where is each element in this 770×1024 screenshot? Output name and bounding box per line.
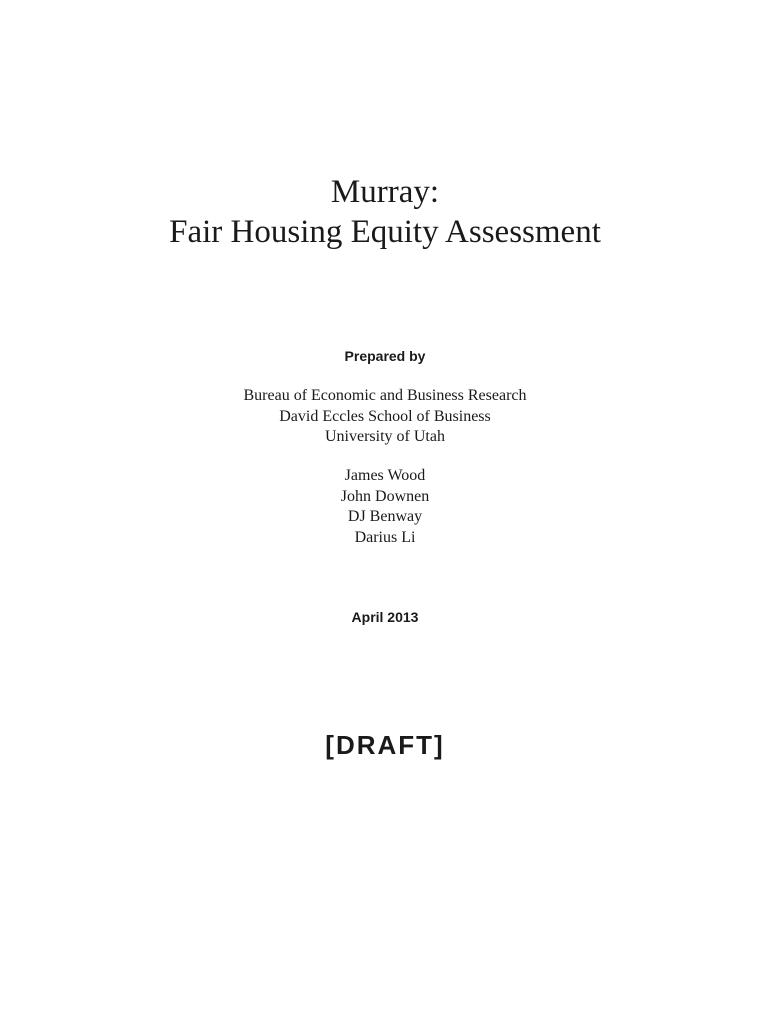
organization-line: David Eccles School of Business <box>279 407 491 425</box>
document-title <box>0 172 770 252</box>
organization-line: Bureau of Economic and Business Research <box>243 387 527 404</box>
author-name: John Downen <box>340 487 430 505</box>
draft-status-label: [DRAFT] <box>325 730 445 760</box>
title-line-subject: Fair Housing Equity Assessment <box>169 214 601 250</box>
organization-line: University of Utah <box>325 428 445 445</box>
publication-date: April 2013 <box>351 609 419 625</box>
author-list <box>0 466 770 548</box>
prepared-by-label: Prepared by <box>344 348 426 364</box>
author-name: Darius Li <box>354 528 416 546</box>
title-line-city: Murray: <box>330 174 440 210</box>
author-name: DJ Benway <box>347 508 423 525</box>
author-name: James Wood <box>344 467 426 484</box>
organization-block <box>0 386 770 448</box>
